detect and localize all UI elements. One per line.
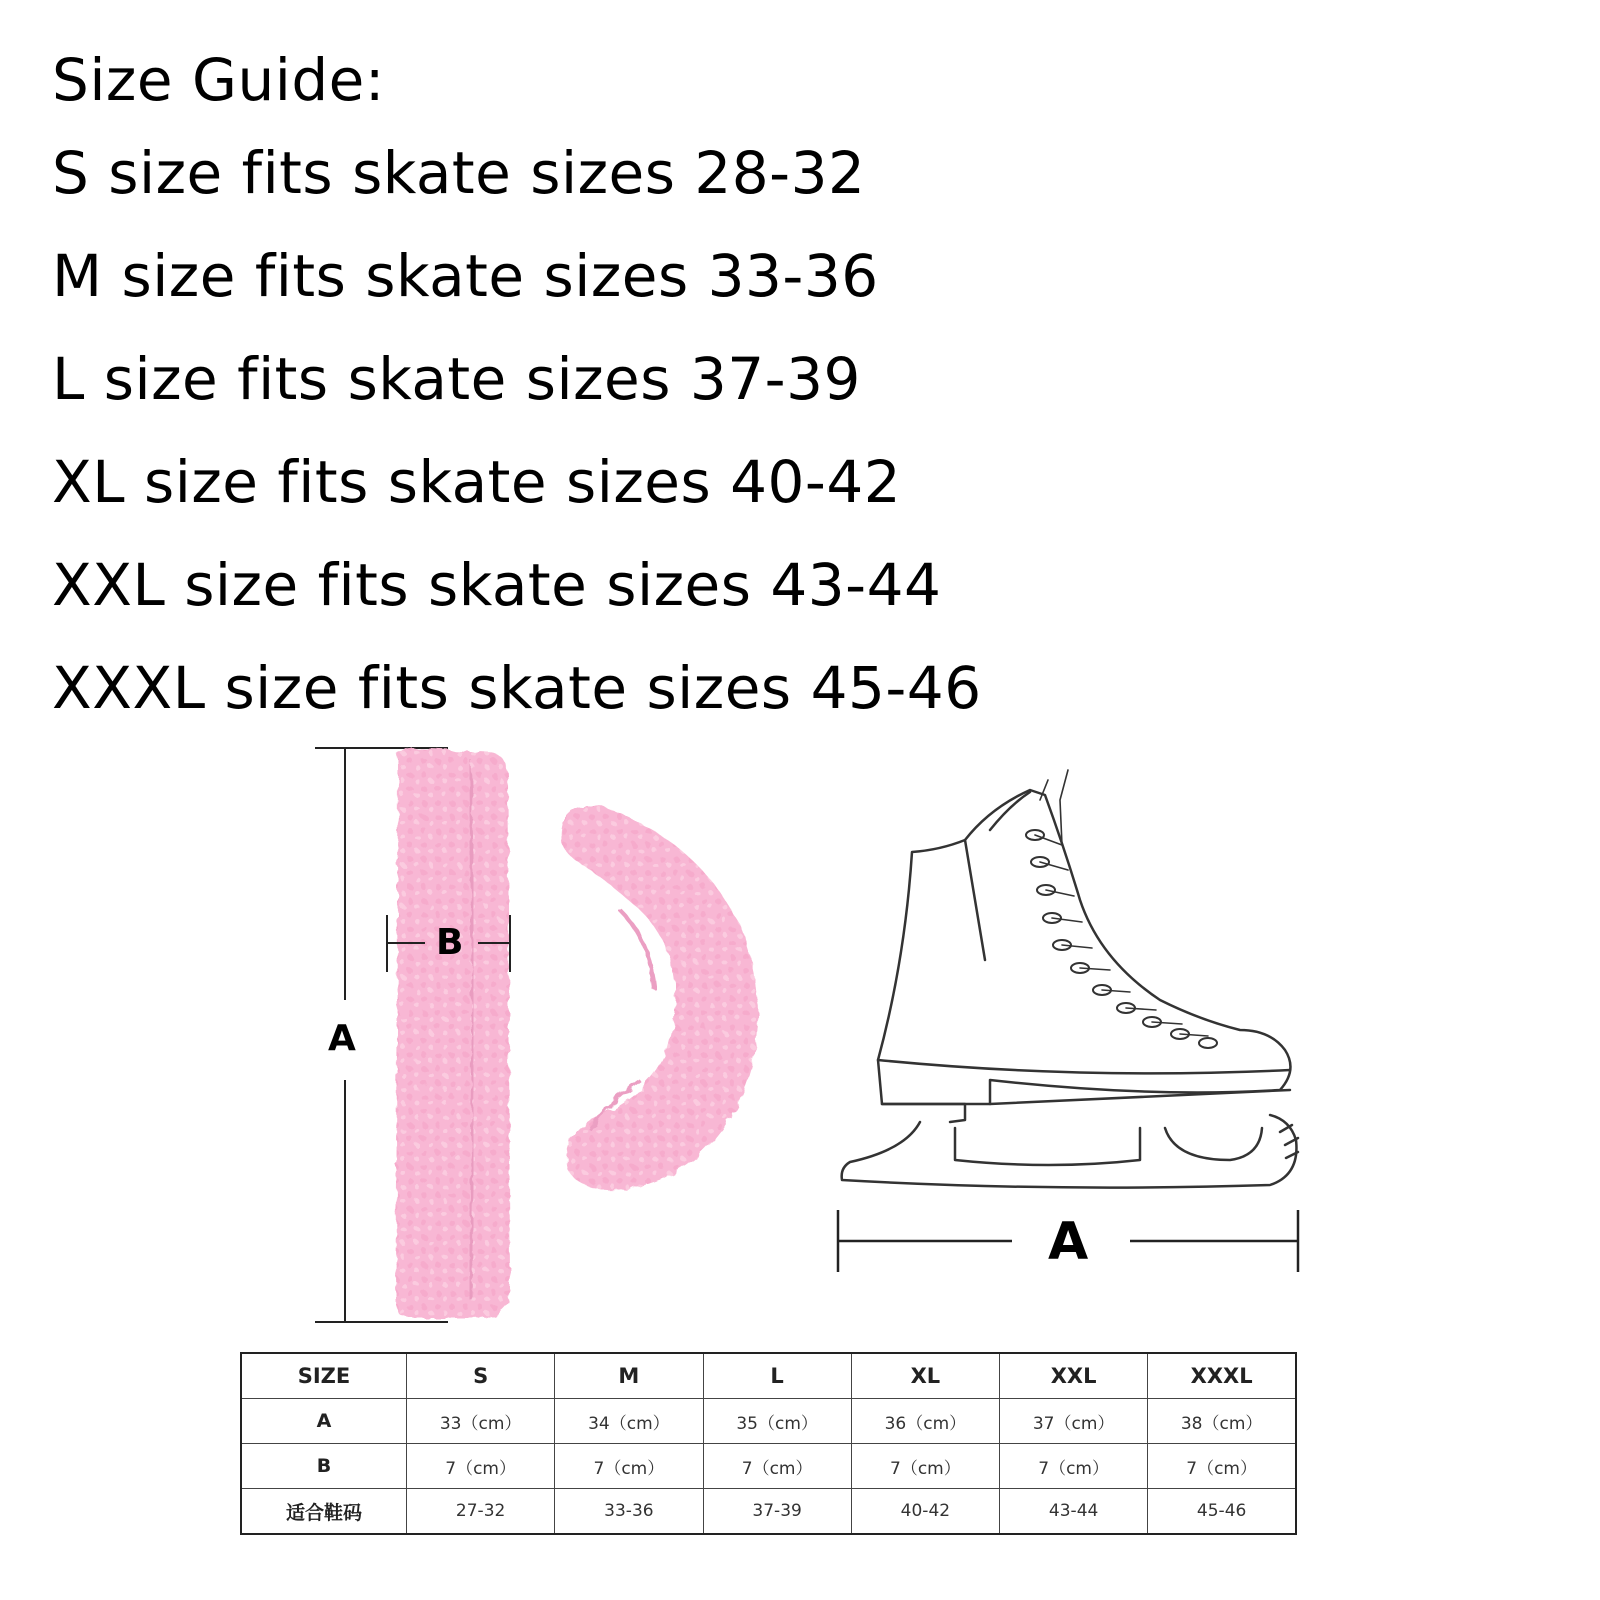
table-header-cell: S	[407, 1353, 555, 1399]
table-header-cell: XL	[851, 1353, 999, 1399]
table-cell: 33-36	[555, 1489, 703, 1535]
table-cell: 37-39	[703, 1489, 851, 1535]
table-cell: 7（cm）	[407, 1444, 555, 1489]
table-header-cell: L	[703, 1353, 851, 1399]
size-guide-line-xxl: XXL size fits skate sizes 43-44	[52, 551, 942, 619]
table-cell: B	[241, 1444, 407, 1489]
table-cell: 36（cm）	[851, 1399, 999, 1444]
skate-length-label: A	[1048, 1212, 1089, 1272]
table-cell: 34（cm）	[555, 1399, 703, 1444]
size-guide-line-l: L size fits skate sizes 37-39	[52, 345, 861, 413]
table-cell: 27-32	[407, 1489, 555, 1535]
table-header-cell: M	[555, 1353, 703, 1399]
size-guide-line-xl: XL size fits skate sizes 40-42	[52, 448, 902, 516]
table-cell: 43-44	[1000, 1489, 1148, 1535]
curved-blade-guard	[560, 805, 758, 1190]
table-cell: 38（cm）	[1148, 1399, 1296, 1444]
table-cell: 37（cm）	[1000, 1399, 1148, 1444]
size-guide-line-m: M size fits skate sizes 33-36	[52, 242, 879, 310]
size-guide-line-xxxl: XXXL size fits skate sizes 45-46	[52, 654, 982, 722]
size-guide-title: Size Guide:	[52, 46, 385, 114]
guard-length-label: A	[328, 1018, 356, 1059]
table-cell: 35（cm）	[703, 1399, 851, 1444]
table-cell: 7（cm）	[703, 1444, 851, 1489]
table-cell: 适合鞋码	[241, 1489, 407, 1535]
ice-skate-illustration	[842, 770, 1298, 1188]
table-header-cell: XXL	[1000, 1353, 1148, 1399]
size-guide-line-s: S size fits skate sizes 28-32	[52, 139, 866, 207]
table-cell: 45-46	[1148, 1489, 1296, 1535]
table-cell: 7（cm）	[851, 1444, 999, 1489]
table-cell: 40-42	[851, 1489, 999, 1535]
table-header-cell: SIZE	[241, 1353, 407, 1399]
table-row	[241, 1489, 1296, 1535]
table-cell: 33（cm）	[407, 1399, 555, 1444]
table-cell: 7（cm）	[555, 1444, 703, 1489]
table-header-row	[241, 1353, 1296, 1399]
table-cell: 7（cm）	[1000, 1444, 1148, 1489]
table-row	[241, 1444, 1296, 1489]
table-cell: A	[241, 1399, 407, 1444]
size-table	[240, 1352, 1297, 1535]
guard-width-label: B	[436, 922, 464, 963]
table-cell: 7（cm）	[1148, 1444, 1296, 1489]
table-header-cell: XXXL	[1148, 1353, 1296, 1399]
table-row	[241, 1399, 1296, 1444]
straight-blade-guard	[396, 748, 510, 1318]
